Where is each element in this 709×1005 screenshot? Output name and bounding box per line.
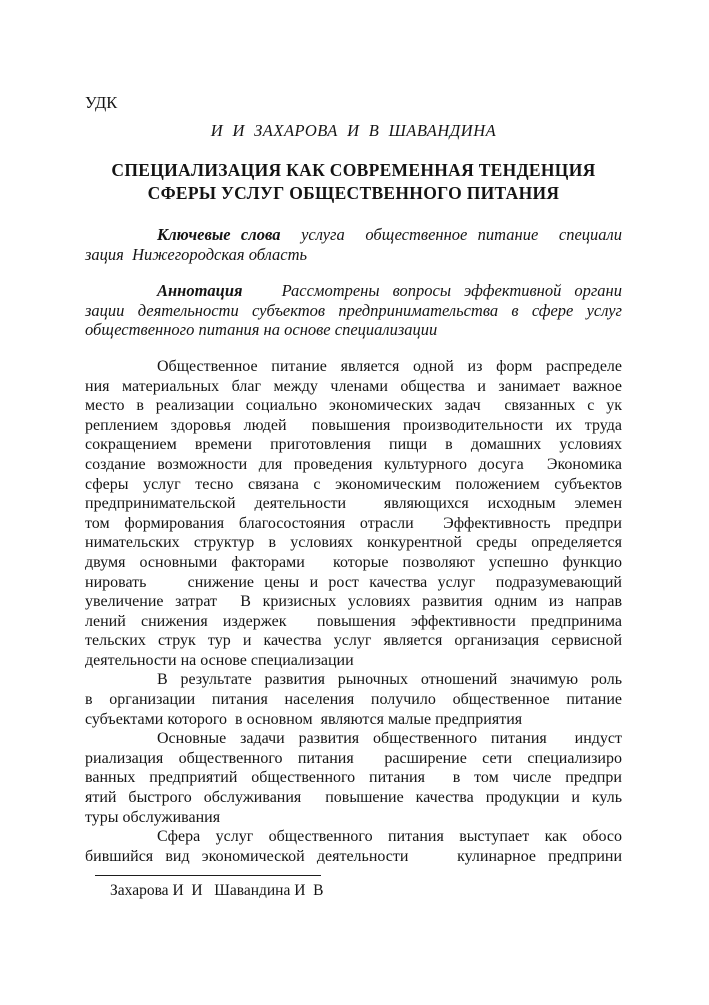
text-line: ния материальных благ между членами общества и занимает важное (85, 377, 622, 395)
text-line: ятий быстрого обслуживания повышение качества продукции и куль (85, 789, 622, 807)
text-line: тельских струк тур и качества услуг является организация сервисной (85, 632, 622, 650)
text-line: ванных предприятий общественного питания в том числе предпри (85, 769, 622, 787)
text-line: общественного питания на основе специализации (85, 320, 438, 340)
annotation-first-line-rest: Рассмотрены вопросы эффективной органи (242, 281, 622, 301)
article-title-line-2: СФЕРЫ УСЛУГ ОБЩЕСТВЕННОГО ПИТАНИЯ (147, 182, 560, 203)
footer-authors-note: Захарова И И Шавандина И В (110, 882, 324, 900)
text-line: В результате развития рыночных отношений значимую роль (157, 671, 622, 689)
text-line: реплением здоровья людей повышения производительности их труда (85, 416, 622, 434)
paragraph (85, 827, 622, 866)
text-line: Сфера услуг общественного питания выступает как обосо (157, 828, 622, 846)
article-title (85, 159, 622, 204)
text-line: нировать снижение цены и рост качества услуг подразумевающий (85, 573, 622, 591)
keywords-continuation (85, 245, 622, 265)
footnote-rule (95, 875, 321, 876)
article-title-line-1: СПЕЦИАЛИЗАЦИЯ КАК СОВРЕМЕННАЯ ТЕНДЕНЦИЯ (111, 160, 596, 180)
text-line: создание возможности для проведения культурного досуга Экономика (85, 455, 622, 473)
text-line: том формирования благосостояния отрасли Эффективность предпри (85, 514, 622, 532)
paragraph (85, 670, 622, 729)
keywords-first-line (85, 225, 622, 245)
keywords-block (85, 225, 622, 264)
text-line: Общественное питание является одной из форм распределе (157, 357, 622, 375)
article-body (85, 357, 622, 866)
authors-line: И И ЗАХАРОВА И В ШАВАНДИНА (210, 121, 497, 140)
text-line: предпринимательской деятельности являющихся исходным элемен (85, 495, 622, 513)
annotation-continuation (85, 301, 622, 340)
annotation-block (85, 281, 622, 340)
text-line: туры обслуживания (85, 808, 221, 826)
text-line: увеличение затрат В кризисных условиях развития одним из направ (85, 593, 622, 611)
text-line: сокращением времени приготовления пищи в домашних условиях (85, 436, 622, 454)
text-line: деятельности на основе специализации (85, 651, 354, 669)
text-line: нимательских структур в условиях конкурентной среды определяется (85, 534, 622, 552)
text-line: зация Нижегородская область (85, 244, 308, 264)
text-line: место в реализации социально экономических задач связанных с ук (85, 397, 622, 415)
keywords-first-line-rest: услуга общественное питание специали (280, 225, 622, 244)
text-line: бившийся вид экономической деятельности кулинарное предприни (85, 847, 622, 865)
paragraph (85, 357, 622, 671)
paragraph (85, 729, 622, 827)
text-line: сферы услуг тесно связана с экономическим положением субъектов (85, 475, 622, 493)
text-line: в организации питания населения получило общественное питание (85, 691, 622, 709)
udc-label: УДК (85, 93, 118, 112)
text-line: двумя основными факторами которые позволяют успешно функцио (85, 553, 622, 571)
annotation-first-line (85, 281, 622, 301)
text-line: риализация общественного питания расширение сети специализиро (85, 749, 622, 767)
text-line: субъектами которого в основном являются малые предприятия (85, 710, 523, 728)
text-line: зации деятельности субъектов предпринимательства в сфере услуг (85, 300, 622, 320)
annotation-label: Аннотация (157, 281, 243, 301)
keywords-label: Ключевые слова (157, 225, 281, 244)
text-line: лений снижения издержек повышения эффективности предпринима (85, 612, 622, 630)
text-line: Основные задачи развития общественного питания индуст (157, 730, 622, 748)
